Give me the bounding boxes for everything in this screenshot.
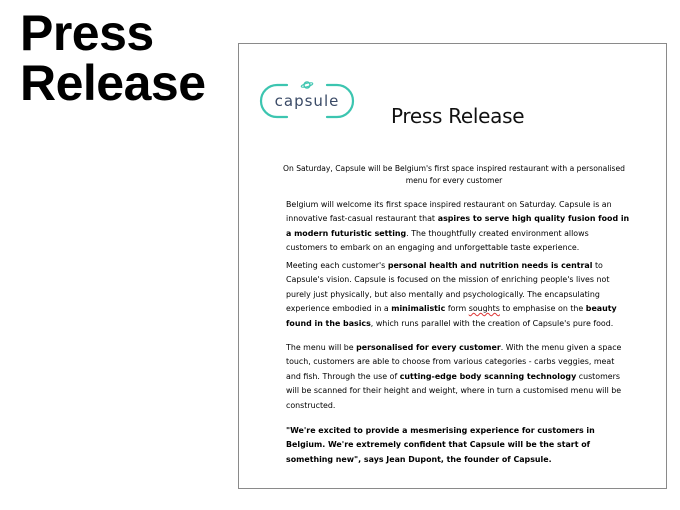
page-heading: Press Release: [20, 5, 206, 111]
document-title: Press Release: [391, 104, 525, 128]
capsule-logo: [257, 80, 357, 122]
founder-quote: "We're excited to provide a mesmerising experience for customers in Belgium. We're extremely confident that Capsule will be the start of something new", says Jean Dupont, the founder of Capsule.: [286, 426, 595, 464]
paragraph-vision: Meeting each customer's personal health and nutrition needs is central to Capsule's vision. Capsule is focused on the mission of enriching people's lives not purely just physically, but also mentally and psychologically. The encapsulating experience embodied in a minimalistic form soughts to emphasise on the beauty found in the basics, which runs parallel with the creation of Capsule's pure food.: [286, 261, 617, 328]
paragraph-menu: The menu will be personalised for every customer. With the menu given a space touch, customers are able to choose from various categories - carbs veggies, meat and fish. Through the use of cutting-edge body scanning technology customers will be scanned for their height and weight, where in turn a customised menu will be constructed.: [286, 343, 622, 410]
logo-text: capsule: [274, 92, 340, 110]
document-subtitle: On Saturday, Capsule will be Belgium's first space inspired restaurant with a personalised menu for every customer: [282, 164, 625, 185]
press-release-document: [238, 43, 667, 489]
paragraph-intro: Belgium will welcome its first space inspired restaurant on Saturday. Capsule is an innovative fast-casual restaurant that aspires to serve high quality fusion food in a modern futuristic setting. The thoughtfully created environment allows customers to embark on an engaging and unforgettable taste experience.: [286, 200, 630, 253]
spelling-error-mark: soughts: [468, 304, 500, 314]
